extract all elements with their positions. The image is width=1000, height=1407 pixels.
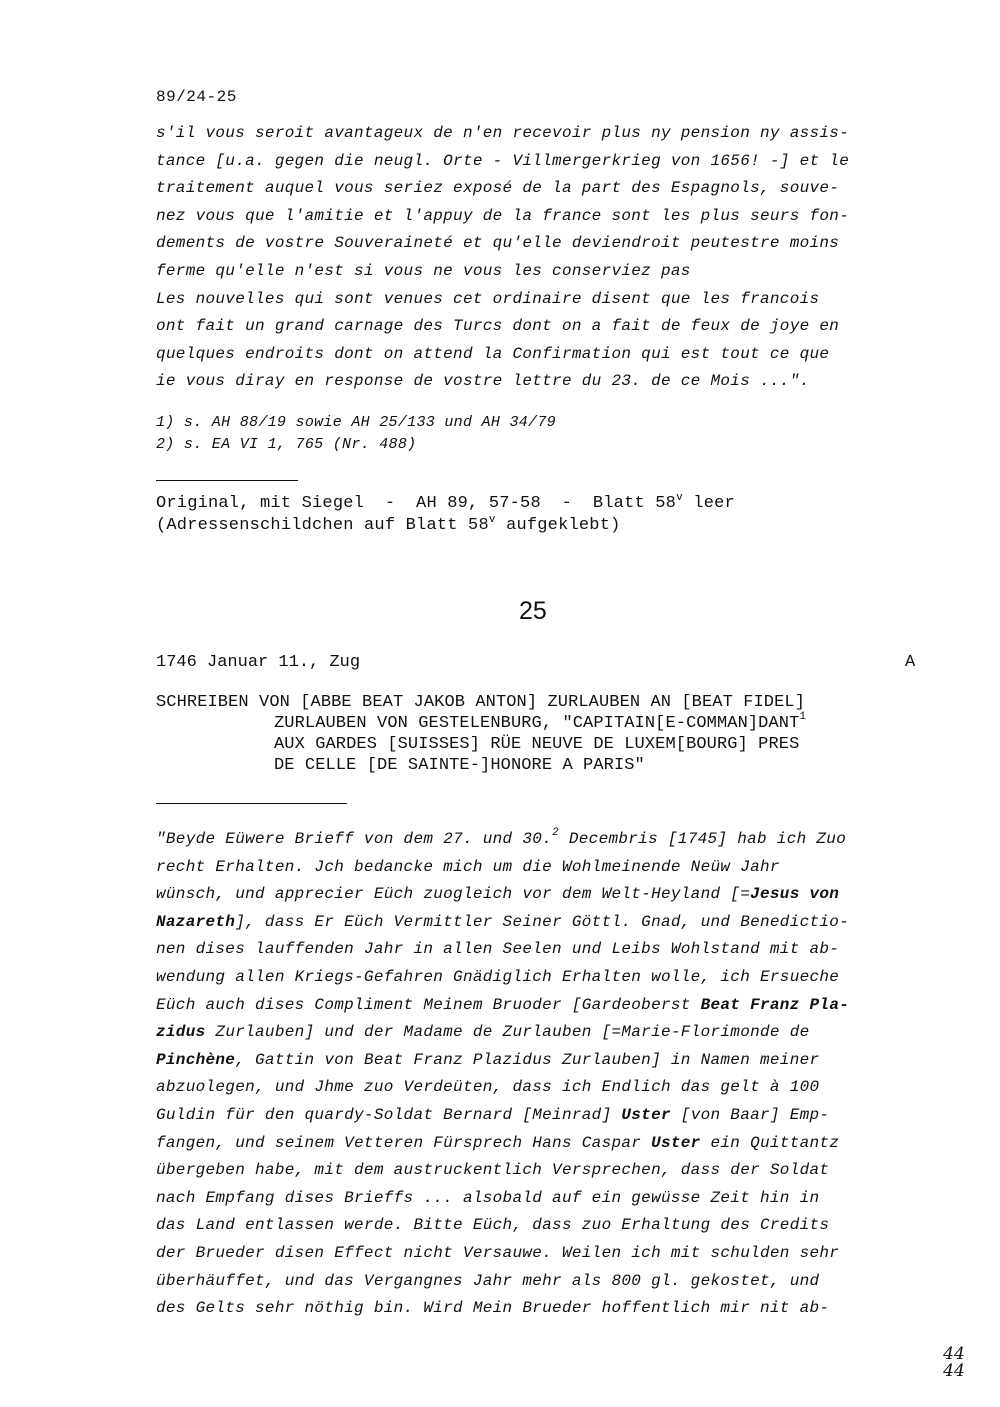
letter-text-part: Zurlauben] und der Madame de Zurlauben [=Marie-Florimonde de xyxy=(205,1023,810,1042)
person-name: Beat Franz Pla- xyxy=(700,995,850,1014)
letter-text-part: wünsch, und apprecier Eüch zuogleich vor dem Welt-Heyland [= xyxy=(156,885,751,904)
letter-text-part: Decembris [1745] hab ich Zuo xyxy=(558,830,847,848)
letter-text-part: , Gattin von Beat Franz Plazidus Zurlauben] in Namen meiner xyxy=(235,1050,820,1069)
footnote-1: 1) s. AH 88/19 sowie AH 25/133 und AH 34/79 xyxy=(156,414,556,431)
letter-line xyxy=(156,992,926,1020)
letter-text-part: fangen, und seinem Vetteren Fürsprech Hans Caspar xyxy=(156,1133,652,1152)
letter-line: übergeben habe, mit dem austruckentlich Versprechen, dass der Soldat xyxy=(156,1161,830,1180)
letter-line xyxy=(156,1102,926,1130)
letter-text-part: [von Baar] Emp- xyxy=(670,1105,830,1124)
date-place: 1746 Januar 11., Zug xyxy=(156,653,361,672)
quote-line: tance [u.a. gegen die neugl. Orte - Villmergerkrieg von 1656! -] et le xyxy=(156,151,850,170)
letter-text-part: Eüch auch dises Compliment Meinem Bruoder [Gardeoberst xyxy=(156,995,701,1014)
heading-line: AUX GARDES [SUISSES] RÜE NEUVE DE LUXEM[BOURG] PRES xyxy=(274,735,800,754)
archive-reference: 89/24-25 xyxy=(156,88,237,106)
footnote-2: 2) s. EA VI 1, 765 (Nr. 488) xyxy=(156,436,417,453)
quote-line: ie vous diray en response de vostre lettre du 23. de ce Mois ...". xyxy=(156,372,810,391)
heading-line xyxy=(156,713,806,734)
quote-line: ont fait un grand carnage des Turcs dont on a fait de feux de joye en xyxy=(156,317,840,336)
letter-line: abzuolegen, und Jhme zuo Verdeüten, dass ich Endlich das gelt à 100 xyxy=(156,1078,820,1097)
handwritten-page-number xyxy=(934,1346,974,1380)
footnote-ref: 2 xyxy=(552,827,559,839)
letter-line: nach Empfang dises Brieffs ... alsobald auf ein gewüsse Zeit hin in xyxy=(156,1188,820,1207)
letter-text-part: ], dass Er Eüch Vermittler Seiner Göttl. Gnad, und Benedictio- xyxy=(235,912,850,931)
footnotes xyxy=(156,412,556,456)
person-name: Uster xyxy=(621,1105,671,1124)
letter-line xyxy=(156,1130,926,1158)
heading-text: ZURLAUBEN VON GESTELENBURG, "CAPITAIN[E-COMMAN]DANT xyxy=(274,714,800,733)
verso-mark: v xyxy=(488,514,496,526)
document-number: 25 xyxy=(519,597,547,625)
letter-text-part: "Beyde Eüwere Brieff von dem 27. und 30. xyxy=(156,830,553,848)
letter-text-part: ein Quittantz xyxy=(700,1133,840,1152)
quote-line: dements de vostre Souveraineté et qu'elle deviendroit peutestre moins xyxy=(156,234,840,253)
person-name: Nazareth xyxy=(156,912,236,931)
person-name: zidus xyxy=(156,1023,206,1042)
document-heading xyxy=(156,692,806,776)
quote-line: traitement auquel vous seriez exposé de la part des Espagnols, souve- xyxy=(156,179,840,198)
source-note xyxy=(156,493,735,537)
source-line-2 xyxy=(156,515,735,537)
letter-line: das Land entlassen werde. Bitte Eüch, dass zuo Erhaltung des Credits xyxy=(156,1216,830,1235)
source-text: aufgeklebt) xyxy=(495,516,621,535)
letter-line xyxy=(156,1047,926,1075)
page-number-lower: 44 xyxy=(943,1361,965,1381)
quote-line: s'il vous seroit avantageux de n'en recevoir plus ny pension ny assis- xyxy=(156,124,850,142)
letter-line: nen dises lauffenden Jahr in allen Seelen und Leibs Wohlstand mit ab- xyxy=(156,940,840,959)
letter-line: wendung allen Kriegs-Gefahren Gnädiglich Erhalten wolle, ich Ersueche xyxy=(156,967,840,986)
page-number-upper: 44 xyxy=(943,1344,965,1364)
quote-line: quelques endroits dont on attend la Confirmation qui est tout ce que xyxy=(156,344,830,363)
footnote-ref: 1 xyxy=(799,711,807,723)
letter-line: überhäuffet, und das Vergangnes Jahr mehr als 800 gl. gekostet, und xyxy=(156,1271,820,1290)
separator-rule xyxy=(156,803,347,804)
heading-line: SCHREIBEN VON [ABBE BEAT JAKOB ANTON] ZURLAUBEN AN [BEAT FIDEL] xyxy=(156,693,806,712)
quote-line: nez vous que l'amitie et l'appuy de la france sont les plus seurs fon- xyxy=(156,206,850,225)
source-text: Original, mit Siegel - AH 89, 57-58 - Blatt 58 xyxy=(156,494,677,513)
letter-line: recht Erhalten. Jch bedancke mich um die Wohlmeinende Neüw Jahr xyxy=(156,857,780,876)
verso-mark: v xyxy=(676,492,683,504)
document-grade: A xyxy=(905,653,916,672)
letter-text-part: Guldin für den quardy-Soldat Bernard [Meinrad] xyxy=(156,1105,622,1124)
source-text: (Adressenschildchen auf Blatt 58 xyxy=(156,516,489,535)
letter-line xyxy=(156,909,926,937)
letter-line xyxy=(156,1019,926,1047)
letter-line xyxy=(156,826,926,854)
letter-line: der Brueder disen Effect nicht Versauwe. Weilen ich mit schulden sehr xyxy=(156,1243,840,1262)
letter-text xyxy=(156,826,926,1323)
source-line-1 xyxy=(156,493,735,515)
person-name: Jesus von xyxy=(750,885,840,904)
heading-line: DE CELLE [DE SAINTE-]HONORE A PARIS" xyxy=(274,756,645,775)
letter-line xyxy=(156,881,926,909)
person-name: Pinchène xyxy=(156,1050,236,1069)
source-text: leer xyxy=(682,494,735,513)
quote-line: ferme qu'elle n'est si vous ne vous les conserviez pas xyxy=(156,261,691,280)
letter-line: des Gelts sehr nöthig bin. Wird Mein Brueder hoffentlich mir nit ab- xyxy=(156,1299,830,1318)
quote-line: Les nouvelles qui sont venues cet ordinaire disent que les francois xyxy=(156,289,820,308)
previous-letter-quote xyxy=(156,120,926,396)
separator-rule xyxy=(156,480,298,481)
person-name: Uster xyxy=(651,1133,701,1152)
